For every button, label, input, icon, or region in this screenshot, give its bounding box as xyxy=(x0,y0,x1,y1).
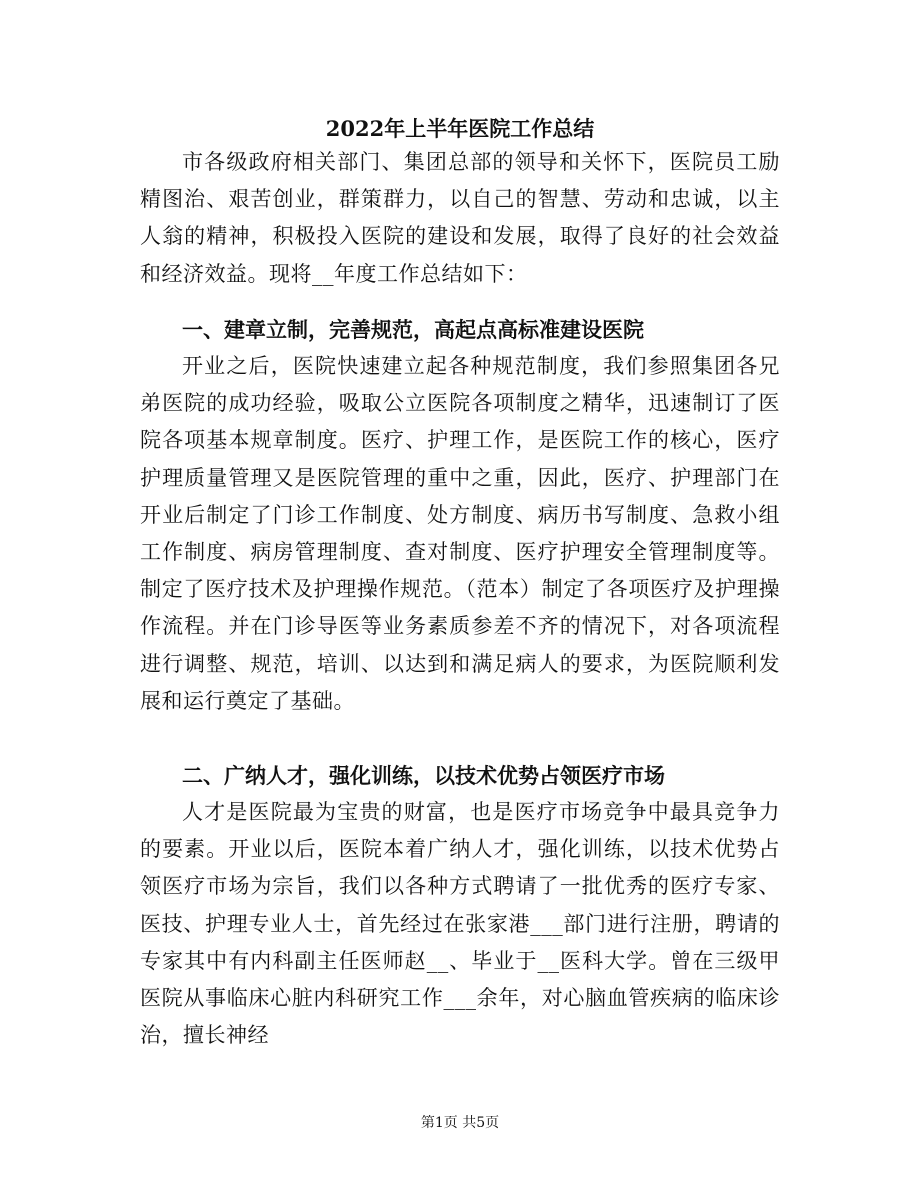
section-heading-2: 二、广纳人才，强化训练，以技术优势占领医疗市场 xyxy=(182,763,665,788)
paragraph-section-2: 人才是医院最为宝贵的财富，也是医疗市场竞争中最具竞争力的要素。开业以后，医院本着广纳人才，强化训练，以技术优势占领医疗市场为宗旨，我们以各种方式聘请了一批优秀的医疗专家、医技、护理专业人士，首先经过在张家港___部门进行注册，聘请的专家其中有内科副主任医师赵__、毕业于__医科大学。曾在三级甲医院从事临床心脏内科研究工作___余年，对心脑血管疾病的临床诊治，擅长神经 xyxy=(140,800,780,1048)
paragraph-section-1: 开业之后，医院快速建立起各种规范制度，我们参照集团各兄弟医院的成功经验，吸取公立医院各项制度之精华，迅速制订了医院各项基本规章制度。医疗、护理工作，是医院工作的核心，医疗护理质量管理又是医院管理的重中之重，因此，医疗、护理部门在开业后制定了门诊工作制度、处方制度、病历书写制度、急救小组工作制度、病房管理制度、查对制度、医疗护理安全管理制度等。制定了医疗技术及护理操作规范。（范本）制定了各项医疗及护理操作流程。并在门诊导医等业务素质参差不齐的情况下，对各项流程进行调整、规范，培训、以达到和满足病人的要求，为医院顺利发展和运行奠定了基础。 xyxy=(140,354,780,713)
section-heading-1: 一、建章立制，完善规范，高起点高标准建设医院 xyxy=(182,317,644,342)
page-footer: 第1页 共5页 xyxy=(420,1115,500,1131)
paragraph-intro: 市各级政府相关部门、集团总部的领导和关怀下，医院员工励精图治、艰苦创业，群策群力，以自己的智慧、劳动和忠诚，以主人翁的精神，积极投入医院的建设和发展，取得了良好的社会效益和经济效益。现将__年度工作总结如下： xyxy=(140,150,780,286)
document-title: 2022年上半年医院工作总结 xyxy=(325,116,595,141)
